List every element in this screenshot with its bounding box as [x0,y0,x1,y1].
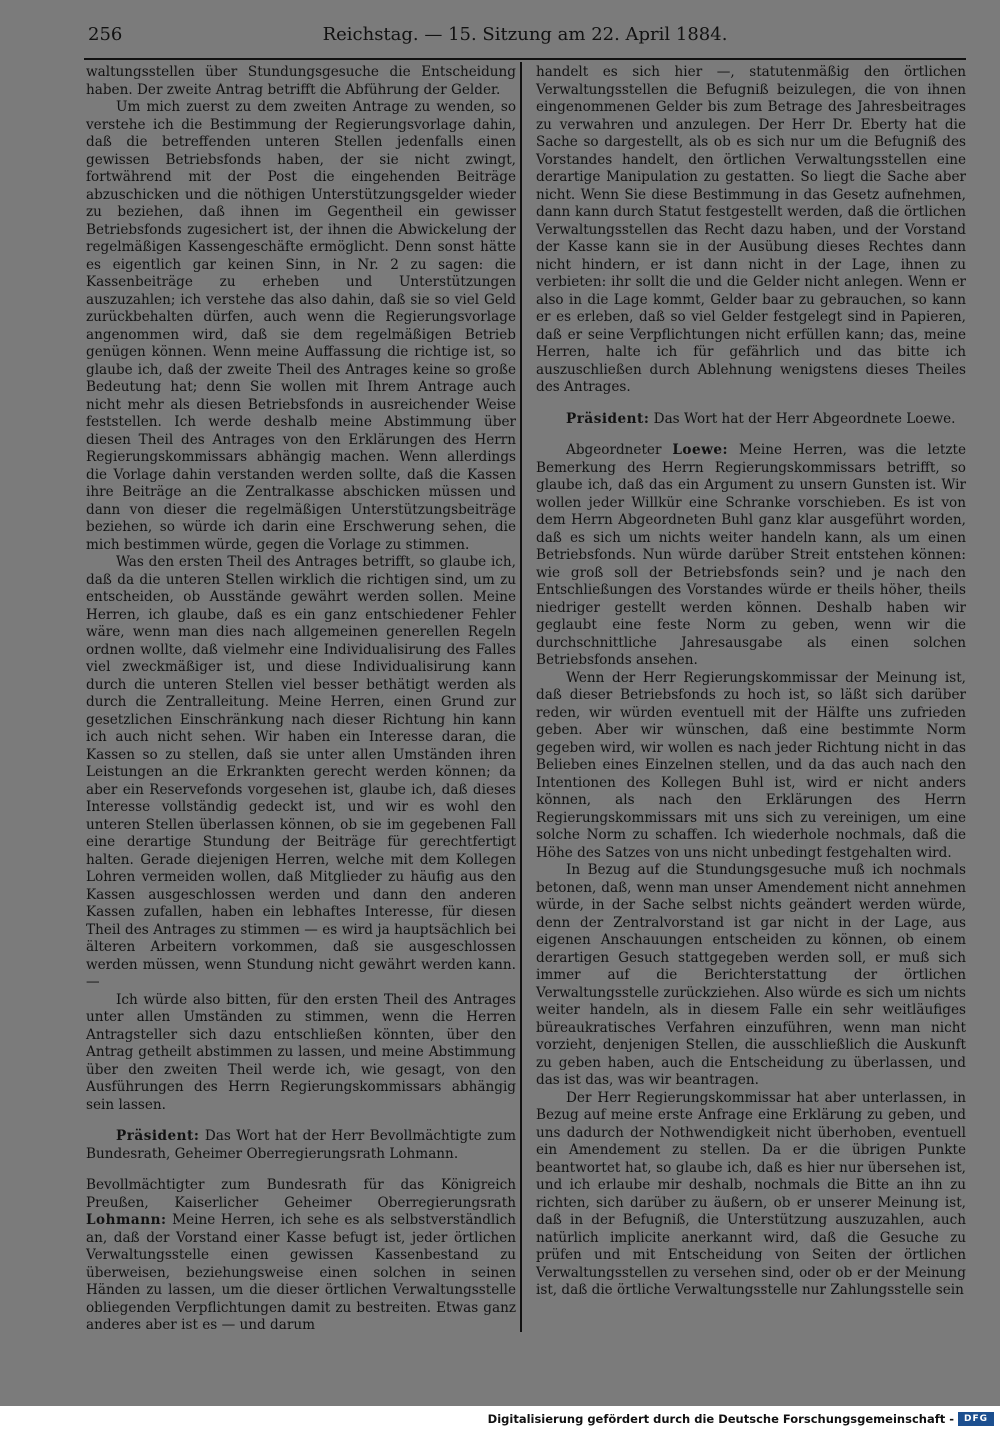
speech-text: Meine Herren, ich sehe es als selbstverständlich an, daß der Vorstand einer Kasse befugt ist, jeder örtlichen Verwaltungsstelle einen gewissen Kassenbestand zu überweisen, beziehungsweise einen solchen in seinen Händen zu lassen, um die dieser örtlichen Verwaltungsstelle obliegenden Verpflichtungen damit zu bestreiten. Etwas ganz anderes aber ist es — und darum [86,1212,516,1333]
paragraph: Wenn der Herr Regierungskommissar der Meinung ist, daß dieser Betriebsfonds zu hoch ist, so läßt sich darüber reden, wir würden eventuell mit der Hälfte uns zufrieden geben. Aber wir wünschen, daß eine bestimmte Norm gegeben wird, wir wollen es nach jeder Richtung nicht in das Belieben eines Einzelnen stellen, und da das auch nach den Intentionen des Kollegen Buhl ist, wird er nicht anders können, als nach den Erklärungen des Herrn Regierungskommissars mit uns sich zu vereinigen, um eine solche Norm zu schaffen. Ich wiederhole nochmals, daß die Höhe des Satzes von uns nicht unbedingt festgehalten wird. [536,669,966,861]
paragraph: Ich würde also bitten, für den ersten Theil des Antrages unter allen Umständen zu stimmen, wenn die Herren Antragsteller sich dazu entschließen könnten, über den Antrag getheilt abstimmen zu lassen, und meine Abstimmung über den zweiten Theil werde ich, wie gesagt, von den Ausführungen des Herrn Regierungskommissars abhängig sein lassen. [86,991,516,1113]
speaker-intro: Abgeordneter [566,442,662,458]
speaker-paragraph [86,1128,516,1163]
speaker-label: Präsident: [566,410,650,427]
left-column [86,64,516,1335]
paragraph: In Bezug auf die Stundungsgesuche muß ich nochmals betonen, daß, wenn man unser Amendement nicht annehmen würde, in der Sache selbst nichts geändert werden würde, denn der Zentralvorstand ist gar nicht in der Lage, aus eigenen Anschauungen entscheiden zu können, ob einem derartigen Gesuch stattgegeben werden soll, er muß sich immer auf die Berichterstattung der örtlichen Verwaltungsstelle zurückziehen. Also würde es sich um nichts weiter handeln, als in diesem Falle ein sehr weitläufiges büreaukratisches Verfahren einzuführen, wenn man nicht vorzieht, denjenigen Stellen, die ausschließlich die Auskunft zu geben haben, auch die Entscheidung zu überlassen, und das ist das, was wir beantragen. [536,862,966,1088]
running-head: Reichstag. — 15. Sitzung am 22. April 1884. [322,24,728,45]
speech-text: Meine Herren, was die letzte Bemerkung des Herrn Regierungskommissars betrifft, so glaube ich, daß das ein Argument zu unsern Gunsten ist. Wir wollen jeder Willkür eine Schranke vorschieben. Es ist von dem Herrn Abgeordneten Buhl ganz klar ausgeführt worden, daß es sich um nichts weiter handeln kann, als um einen Betriebsfonds. Nun würde darüber Streit entstehen können: wie groß soll der Betriebsfonds sein? und je nach den Entschließungen des Vorstandes würde er theils höher, theils niedriger gestellt werden können. Deshalb haben wir geglaubt eine feste Norm zu geben, wenn wir die durchschnittliche Jahresausgabe als einen solchen Betriebsfonds ansehen. [536,442,966,668]
speaker-paragraph [536,442,966,670]
page-header [84,18,966,60]
speech-text: Das Wort hat der Herr Abgeordnete Loewe. [653,410,956,427]
speaker-paragraph [86,1177,516,1335]
right-column [536,64,966,1300]
dfg-logo-icon[interactable]: DFG [958,1412,994,1426]
speaker-intro: Bevollmächtigter zum Bundesrath für das Königreich Preußen, Kaiserlicher Geheimer Oberregierungsrath [86,1177,516,1211]
speaker-name: Lohmann: [86,1212,167,1228]
footer-credit: Digitalisierung gefördert durch die Deutsche Forschungsgemeinschaft - [487,1412,954,1426]
paragraph: Der Herr Regierungskommissar hat aber unterlassen, in Bezug auf meine erste Anfrage eine Erklärung zu geben, und uns dadurch der Nothwendigkeit nicht überhoben, eventuell ein Amendement zu stellen. Da er die übrigen Punkte beantwortet hat, so glaube ich, daß es hier nur übersehen ist, und ich erlaube mir deshalb, nochmals die Bitte an ihn zu richten, sich darüber zu äußern, ob er unserer Meinung ist, daß in der Befugniß, die Unterstützung auszuzahlen, auch natürlich implicite anerkannt wird, daß die Gesuche zu prüfen und mit Entscheidung von Seiten der örtlichen Verwaltungsstellen zu versehen sind, oder ob er der Meinung ist, daß die örtliche Verwaltungsstelle nur Zahlungsstelle sein [536,1089,966,1298]
paragraph: Was den ersten Theil des Antrages betrifft, so glaube ich, daß da die unteren Stellen wirklich die richtigen sind, um zu entscheiden, ob Ausstände gewährt werden sollen. Meine Herren, ich glaube, daß es ein ganz entschiedener Fehler wäre, wenn man dies nach allgemeinen generellen Regeln ordnen wollte, daß vielmehr eine Individualisirung des Falles viel zweckmäßiger ist, und diese Individualisirung kann durch die unteren Stellen viel besser bethätigt werden als durch die Zentralleitung. Meine Herren, einen Grund zur gesetzlichen Einschränkung nach dieser Richtung hin kann ich auch nicht sehen. Wir haben ein Interesse daran, die Kassen so zu stellen, daß sie unter allen Umständen ihren Leistungen an die Erkrankten gerecht werden können; da aber ein Reservefonds vorgesehen ist, glaube ich, daß dieses Interesse vollständig gedeckt ist, und wir es wohl den unteren Stellen überlassen können, ob sie im gegebenen Fall eine derartige Stundung der Beiträge für gerechtfertigt halten. Gerade diejenigen Herren, welche mit dem Kollegen Lohren vermeiden wollen, daß Mitglieder zu häufig aus den Kassen ausgeschlossen werden und dann den anderen Kassen zufallen, haben ein lebhaftes Interesse, für diesen Theil des Antrages zu stimmen — es wird ja hauptsächlich bei älteren Arbeitern vorkommen, daß sie ausgeschlossen werden müssen, wenn Stundung nicht gewährt werden kann. — [86,554,516,990]
speaker-label: Präsident: [116,1128,200,1144]
speaker-name: Loewe: [672,442,729,458]
digitization-footer [488,1410,994,1428]
paragraph: Um mich zuerst zu dem zweiten Antrage zu wenden, so verstehe ich die Bestimmung der Regierungsvorlage dahin, daß die betreffenden unteren Stellen jedenfalls einen gewissen Betriebsfonds haben, der sie nicht zwingt, fortwährend mit der Post die eingehenden Beiträge abzuschicken und die nöthigen Unterstützungsgelder wieder zu beziehen, daß ihnen im Gegentheil ein gewisser Betriebsfonds zugesichert ist, der ihnen die Abwickelung der regelmäßigen Kassengeschäfte ermöglicht. Denn sonst hätte es eigentlich gar keinen Sinn, in Nr. 2 zu sagen: die Kassenbeiträge zu erheben und Unterstützungen auszuzahlen; ich verstehe das also dahin, daß sie so viel Geld zurückbehalten dürfen, auch wenn die Regierungsvorlage angenommen wird, daß sie dem regelmäßigen Betrieb genügen können. Wenn meine Auffassung die richtige ist, so glaube ich, daß der zweite Theil des Antrages keine so große Bedeutung hat; denn Sie wollen mit Ihrem Antrage auch nicht mehr als diesen Betriebsfonds in ausreichender Weise feststellen. Ich werde deshalb meine Abstimmung über diesen Theil des Antrages von den Erklärungen des Herrn Regierungskommissars abhängig machen. Wenn allerdings die Vorlage dahin verstanden werden sollte, daß die Kassen ihre Beiträge an die Zentralkasse abschicken müssen und dann von dieser die regelmäßigen Unterstützungsbeiträge beziehen, so würde ich darin eine Erschwerung sehen, die mich bestimmen würde, gegen die Vorlage zu stimmen. [86,99,516,553]
page-number: 256 [88,24,123,45]
paragraph: waltungsstellen über Stundungsgesuche die Entscheidung haben. Der zweite Antrag betrifft die Abführung der Gelder. [86,64,516,98]
column-divider [520,62,522,1332]
speaker-paragraph [536,411,966,429]
speech-text: Das Wort hat der Herr Bevollmächtigte zum Bundesrath, Geheimer Oberregierungsrath Lohmann. [86,1128,516,1162]
paragraph: handelt es sich hier —, statutenmäßig den örtlichen Verwaltungsstellen die Befugniß beizulegen, die von ihnen eingenommenen Gelder bis zum Betrage des Jahresbeitrages zu verwahren und anzulegen. Der Herr Dr. Eberty hat die Sache so dargestellt, als ob es sich nur um die Befugniß des Vorstandes handelt, den örtlichen Verwaltungsstellen eine derartige Manipulation zu gestatten. So liegt die Sache aber nicht. Wenn Sie diese Bestimmung in das Gesetz aufnehmen, dann kann durch Statut festgestellt werden, daß die örtlichen Verwaltungsstellen das Recht dazu haben, und der Vorstand der Kasse kann sie in der Ausübung dieses Rechtes dann nicht hindern, er ist dann nicht in der Lage, ihnen zu verbieten: ihr sollt die und die Gelder nicht anlegen. Wenn er also in die Lage kommt, Gelder baar zu gebrauchen, so kann er es erleben, daß so viel Gelder festgelegt sind in Papieren, daß er seine Verpflichtungen nicht erfüllen kann; das, meine Herren, halte ich für gefährlich und das bitte ich auszuschließen durch Ablehnung wenigstens dieses Theiles des Antrages. [536,64,966,395]
